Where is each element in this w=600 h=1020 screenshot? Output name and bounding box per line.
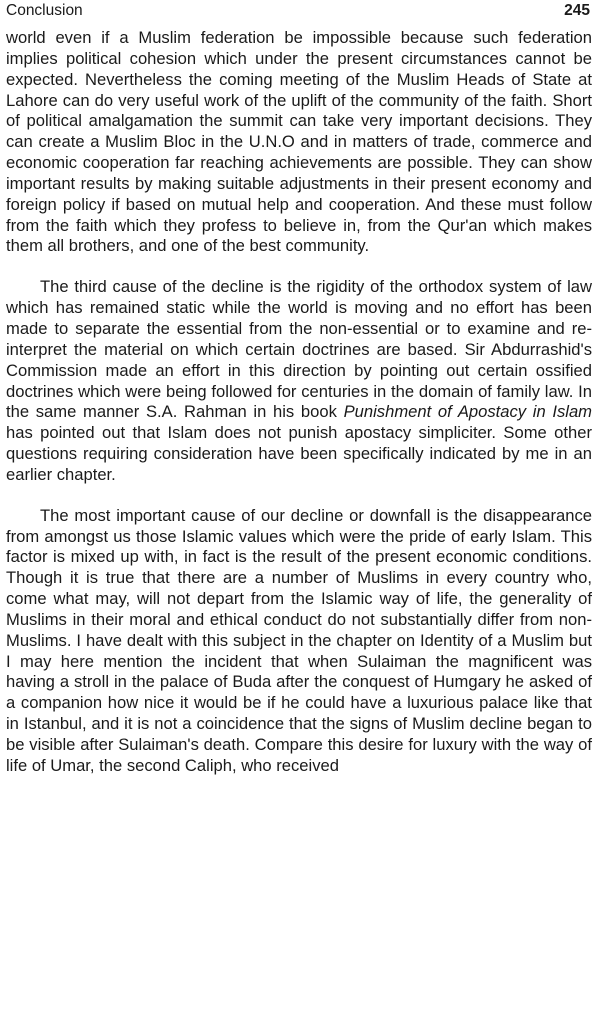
body-text (6, 28, 592, 777)
paragraph-text: The third cause of the decline is the rigidity of the orthodox system of law which has remained static while the world is moving and no effort has been made to separate the essential from the non-essential or to examine and re-interpret the material on which certain doctrines are based. Sir Abdurrashid's Commission made an effort in this direction by pointing out certain ossified doctrines which were being followed for centuries in the domain of family law. In the same manner S.A. Rahman in his book (6, 277, 592, 422)
paragraph-continued: world even if a Muslim federation be impossible because such federation implies political cohesion which under the present circumstances cannot be expected. Nevertheless the coming meeting of the Muslim Heads of State at Lahore can do very useful work of the uplift of the community of the faith. Short of political amalgamation the summit can take very important decisions. They can create a Muslim Bloc in the U.N.O and in matters of trade, commerce and economic cooperation far reaching achievements are possible. They can show important results by making suitable adjustments in their present economy and foreign policy if based on mutual help and cooperation. And these must follow from the faith which they profess to believe in, from the Qur'an which makes them all brothers, and one of the best community. (6, 28, 592, 256)
running-header (6, 0, 592, 28)
paragraph-text: has pointed out that Islam does not punish apostacy simpliciter. Some other questions requiring consideration have been specifically indicated by me in an earlier chapter. (6, 423, 592, 484)
page-number: 245 (564, 2, 590, 19)
section-title: Conclusion (6, 2, 83, 19)
book-title: Punishment of Apostacy in Islam (343, 402, 593, 422)
paragraph-third-cause (6, 277, 592, 485)
paragraph-most-important-cause: The most important cause of our decline or downfall is the disappearance from amongst us those Islamic values which were the pride of early Islam. This factor is mixed up with, in fact is the result of the present economic conditions. Though it is true that there are a number of Muslims in every country who, come what may, will not depart from the Islamic way of life, the generality of Muslims in their moral and ethical conduct do not substantially differ from non-Muslims. I have dealt with this subject in the chapter on Identity of a Muslim but I may here mention the incident that when Sulaiman the magnificent was having a stroll in the palace of Buda after the conquest of Humgary he asked of a companion how nice it would be if he could have a luxurious palace like that in Istanbul, and it is not a coincidence that the signs of Muslim decline began to be visible after Sulaiman's death. Compare this desire for luxury with the way of life of Umar, the second Caliph, who received (6, 505, 592, 775)
